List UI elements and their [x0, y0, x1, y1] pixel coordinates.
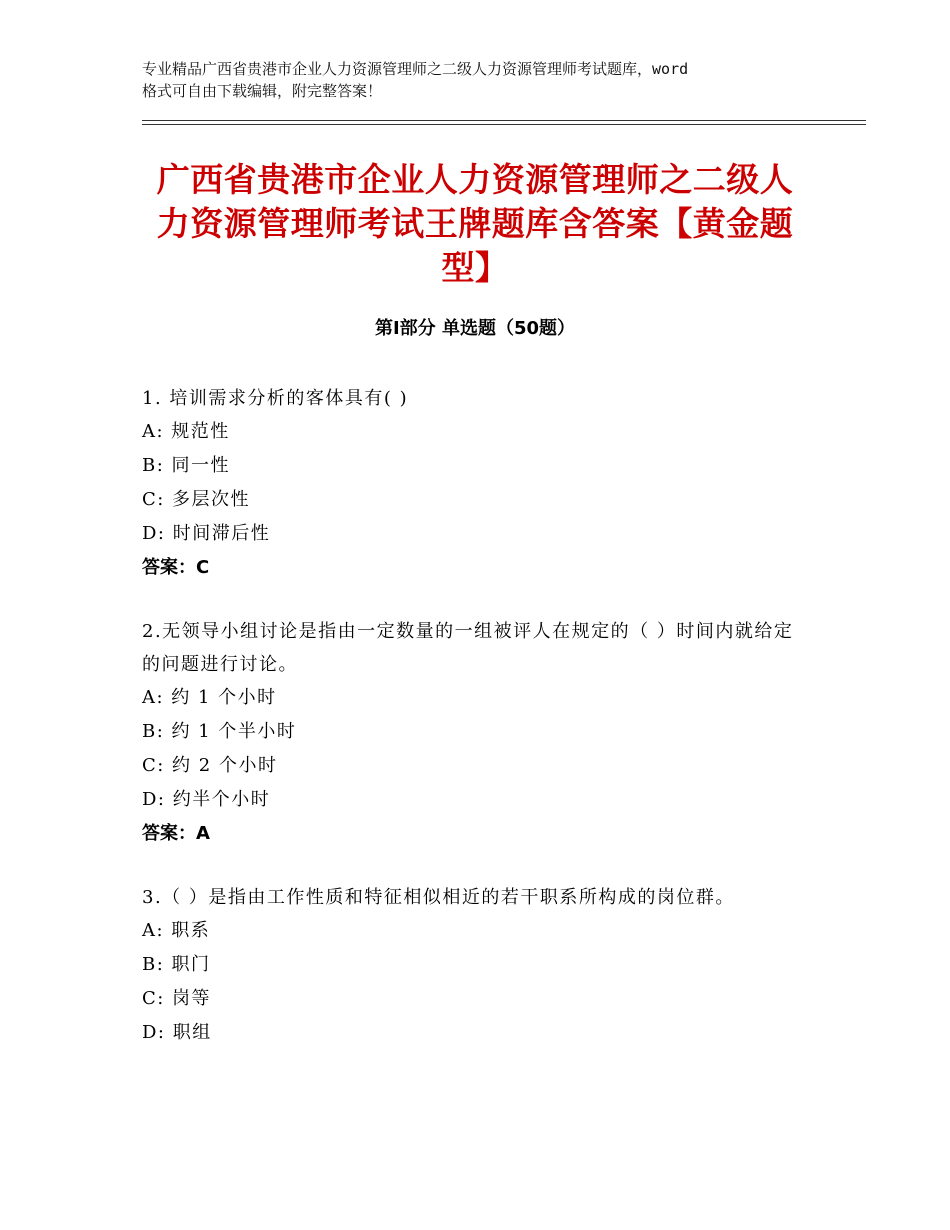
section-heading: 第Ⅰ部分 单选题（50题）	[374, 318, 575, 339]
header-line-1: 专业精品广西省贵港市企业人力资源管理师之二级人力资源管理师考试题库，word	[142, 60, 689, 78]
title-line-2: 力资源管理师考试王牌题库含答案【黄金题	[156, 204, 794, 243]
option-b: B: 职门	[142, 954, 211, 975]
title-line-3: 型】	[441, 248, 509, 287]
option-c: C: 岗等	[142, 988, 212, 1009]
page-header	[142, 58, 822, 102]
header-line-2: 格式可自由下载编辑，附完整答案！	[142, 82, 383, 100]
option-d: D: 约半个小时	[142, 789, 271, 810]
option-d: D: 时间滞后性	[142, 523, 271, 544]
header-divider-bottom	[142, 124, 866, 125]
question-stem: 1. 培训需求分析的客体具有( )	[142, 388, 409, 409]
option-b: B: 同一性	[142, 455, 231, 476]
option-a: A: 规范性	[142, 421, 230, 442]
header-divider-top	[142, 120, 866, 121]
option-c: C: 约 2 个小时	[142, 755, 278, 776]
option-b: B: 约 1 个半小时	[142, 721, 297, 742]
question-stem: 3.（ ）是指由工作性质和特征相似相近的若干职系所构成的岗位群。	[142, 887, 735, 908]
question-item	[142, 615, 808, 851]
option-a: A: 职系	[142, 920, 211, 941]
question-item	[142, 382, 808, 585]
title-line-1: 广西省贵港市企业人力资源管理师之二级人	[156, 160, 794, 199]
document-title	[142, 158, 808, 290]
answer-line: 答案：C	[142, 557, 210, 578]
question-list	[142, 382, 808, 1080]
option-c: C: 多层次性	[142, 489, 251, 510]
option-a: A: 约 1 个小时	[142, 687, 277, 708]
question-stem: 2.无领导小组讨论是指由一定数量的一组被评人在规定的（ ）时间内就给定的问题进行讨论。	[142, 621, 794, 675]
option-d: D: 职组	[142, 1022, 212, 1043]
answer-line: 答案：A	[142, 823, 210, 844]
question-item	[142, 881, 808, 1050]
